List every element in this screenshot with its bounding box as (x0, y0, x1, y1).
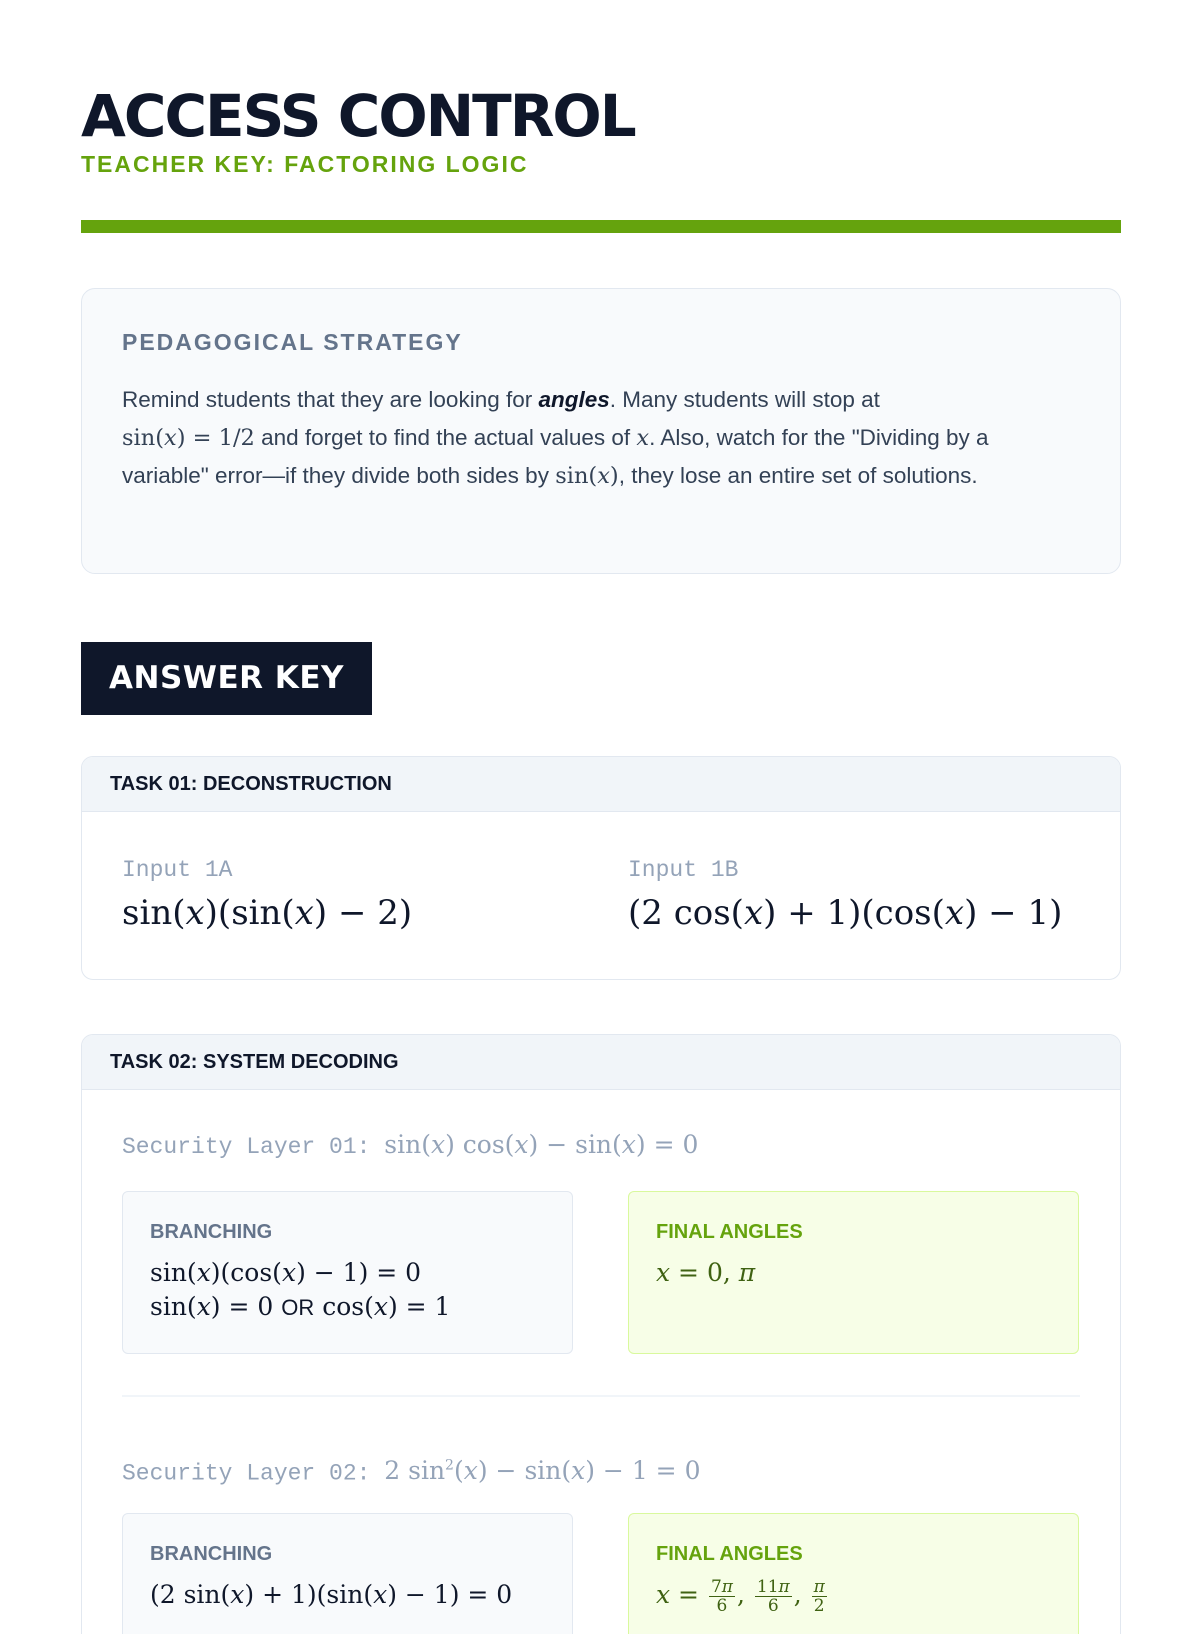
branching-label: BRANCHING (150, 1221, 273, 1243)
final-angles-label: FINAL ANGLES (656, 1221, 803, 1243)
layer-divider (122, 1395, 1080, 1397)
branching-step: sin(x) = 0 OR cos(x) = 1 (150, 1292, 451, 1321)
security-layer-02-title (122, 1450, 700, 1489)
answer-key-badge: ANSWER KEY (81, 642, 372, 715)
strategy-text-part: Remind students that they are looking for (122, 387, 539, 412)
input-1a-expression: sin(x)(sin(x) − 2) (122, 893, 413, 933)
strategy-card (81, 288, 1121, 574)
final-angles-label: FINAL ANGLES (656, 1543, 803, 1565)
strategy-text-part: , they lose an entire set of solutions. (618, 463, 978, 488)
strategy-heading: PEDAGOGICAL STRATEGY (122, 329, 463, 355)
task-01-header: TASK 01: DECONSTRUCTION (82, 757, 1120, 812)
branching-label: BRANCHING (150, 1543, 273, 1565)
input-1b-label: Input 1B (628, 857, 739, 883)
layer-02-final-angles-box (628, 1513, 1079, 1634)
strategy-text-part: . Also, watch for the "Dividing by a variable" error—if they divide both sides by (122, 425, 989, 488)
strategy-text-part: . Many students will stop at (609, 387, 880, 412)
security-layer-02-label: Security Layer 02: (122, 1460, 371, 1487)
security-layer-01-title (122, 1129, 698, 1163)
branching-step: sin(x)(cos(x) − 1) = 0 (150, 1258, 422, 1287)
fraction: $\frac{11\pi}{6}$ (756, 1577, 790, 1616)
task-02-header: TASK 02: SYSTEM DECODING (82, 1035, 1120, 1090)
input-1b (628, 855, 1062, 935)
layer-01-branching-box (122, 1191, 573, 1354)
strategy-text-part: and forget to find the actual values of (254, 425, 637, 450)
strategy-text (122, 381, 1080, 495)
task-01-card (81, 756, 1121, 980)
task-02-card (81, 1034, 1121, 1634)
security-layer-01-equation: sin(x) cos(x) − sin(x) = 0 (384, 1130, 699, 1159)
final-angles-value: x = 0, π (656, 1258, 756, 1287)
page-title: ACCESS CONTROL (81, 82, 635, 150)
layer-01-final-angles-box (628, 1191, 1079, 1354)
strategy-emphasis: angles (538, 387, 610, 412)
title-divider (81, 220, 1121, 233)
layer-02-branching-box (122, 1513, 573, 1634)
fraction: $\frac{\pi}{2}$ (813, 1577, 825, 1616)
input-1b-expression: (2 cos(x) + 1)(cos(x) − 1) (628, 893, 1063, 933)
input-1a-label: Input 1A (122, 857, 233, 883)
or-word: OR (281, 1295, 315, 1320)
security-layer-02-equation: 2 $\sin^2(x) - \sin(x) - 1 = 0$ (384, 1456, 701, 1486)
math-x: x (636, 425, 650, 451)
fraction: $\frac{7\pi}{6}$ (710, 1577, 733, 1616)
math-sin-x: sin(x) (555, 463, 619, 489)
math-sin-half: sin(x) = 1/2 (122, 425, 255, 451)
branching-step: (2 sin(x) + 1)(sin(x) − 1) = 0 (150, 1580, 513, 1609)
final-angles-value: x = $\frac{7\pi}{6}$ , $\frac{11\pi}{6}$ , $\frac{\pi}{2}$ (656, 1577, 825, 1616)
input-1a (122, 855, 412, 935)
page-subtitle: TEACHER KEY: FACTORING LOGIC (81, 151, 529, 177)
security-layer-01-label: Security Layer 01: (122, 1134, 371, 1160)
